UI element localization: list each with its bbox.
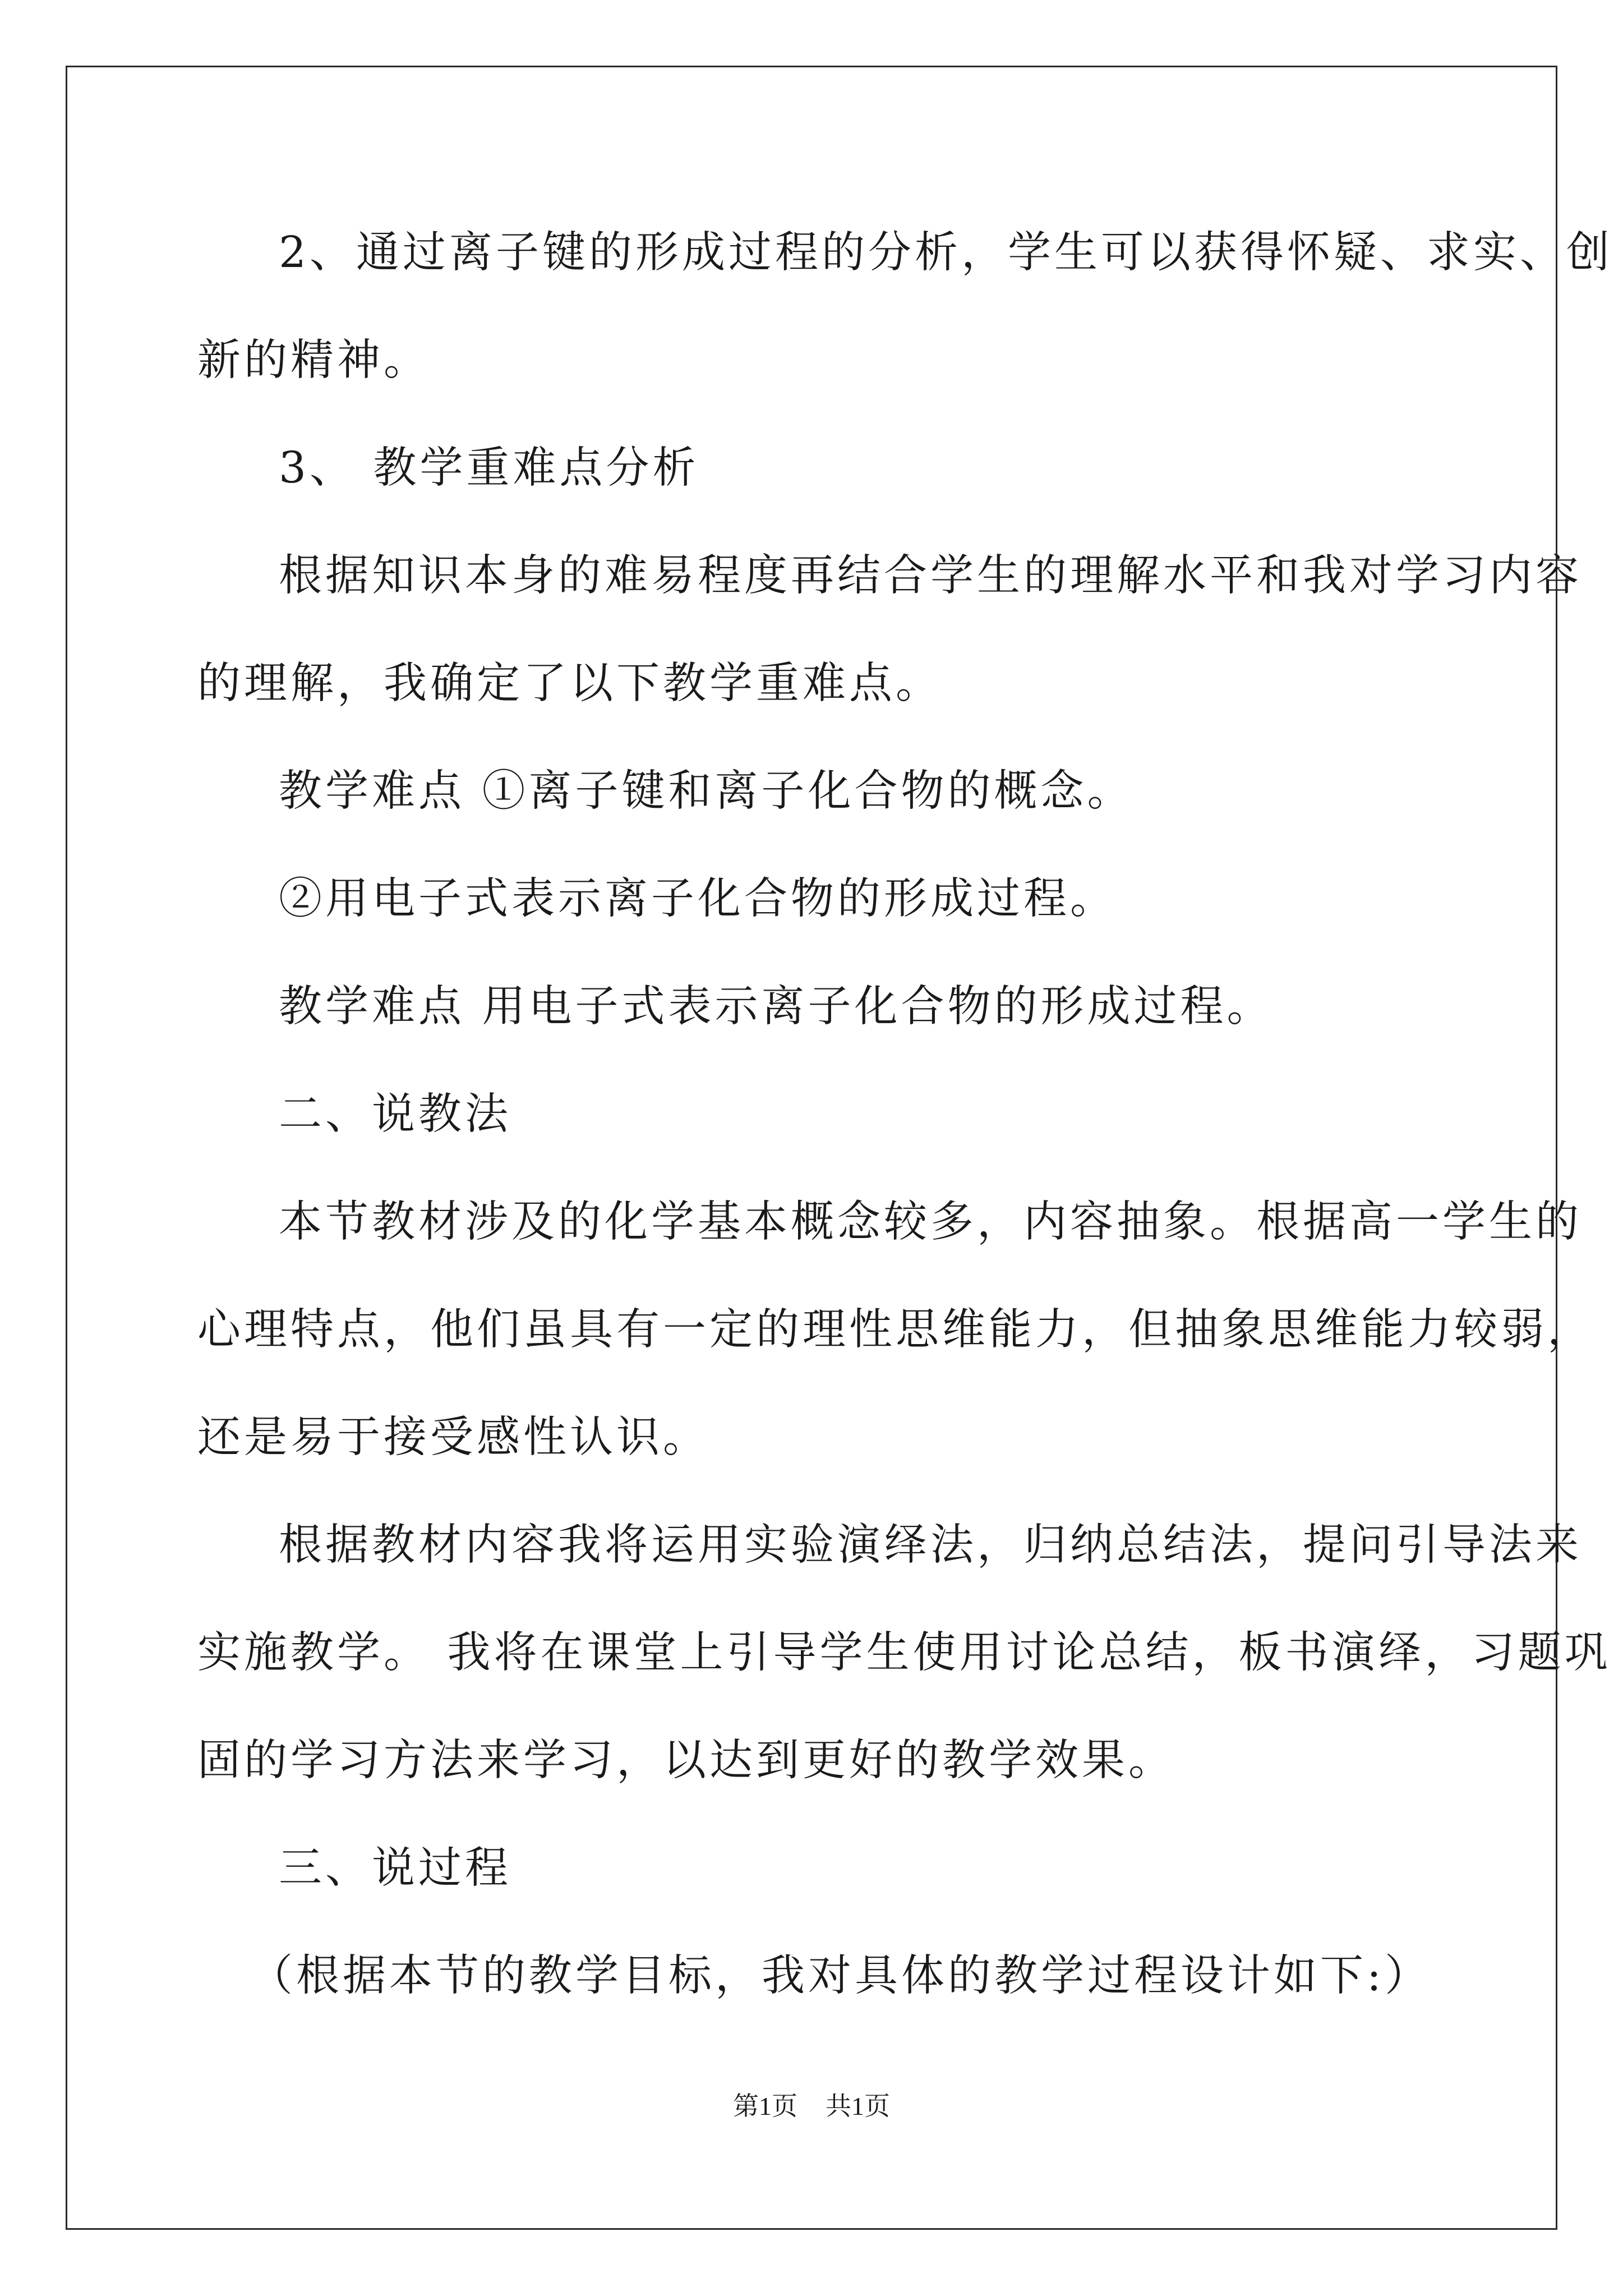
page-number-total: 共1页 bbox=[826, 2092, 890, 2120]
paragraph-line: 实施教学。 我将在课堂上引导学生使用讨论总结，板书演绎，习题巩 bbox=[197, 1628, 1611, 1678]
paragraph-line: 教学难点 ①离子键和离子化合物的概念。 bbox=[279, 766, 1134, 816]
paragraph-line: 根据知识本身的难易程度再结合学生的理解水平和我对学习内容 bbox=[279, 551, 1582, 601]
paragraph-line: 心理特点，他们虽具有一定的理性思维能力，但抽象思维能力较弱， bbox=[197, 1305, 1594, 1355]
paragraph-line: （根据本节的教学目标，我对具体的教学过程设计如下:） bbox=[250, 1951, 1431, 2001]
paragraph-line: 2、通过离子键的形成过程的分析，学生可以获得怀疑、求实、创 bbox=[279, 228, 1613, 278]
page-border bbox=[66, 66, 1557, 2230]
paragraph-line: 本节教材涉及的化学基本概念较多，内容抽象。根据高一学生的 bbox=[279, 1197, 1582, 1247]
page-number-current: 第1页 bbox=[733, 2092, 797, 2120]
paragraph-line: ②用电子式表示离子化合物的形成过程。 bbox=[279, 874, 1117, 924]
paragraph-line: 还是易于接受感性认识。 bbox=[197, 1412, 709, 1462]
section-heading: 3、 教学重难点分析 bbox=[279, 443, 699, 493]
section-heading: 二、说教法 bbox=[279, 1089, 511, 1139]
paragraph-line: 的理解，我确定了以下教学重难点。 bbox=[197, 659, 942, 708]
page-footer bbox=[0, 2086, 1623, 2123]
paragraph-line: 根据教材内容我将运用实验演绎法，归纳总结法，提问引导法来 bbox=[279, 1520, 1582, 1570]
section-heading: 三、说过程 bbox=[279, 1843, 511, 1893]
paragraph-line: 固的学习方法来学习，以达到更好的教学效果。 bbox=[197, 1736, 1175, 1786]
paragraph-line: 教学难点 用电子式表示离子化合物的形成过程。 bbox=[279, 982, 1274, 1032]
paragraph-line: 新的精神。 bbox=[197, 335, 430, 385]
